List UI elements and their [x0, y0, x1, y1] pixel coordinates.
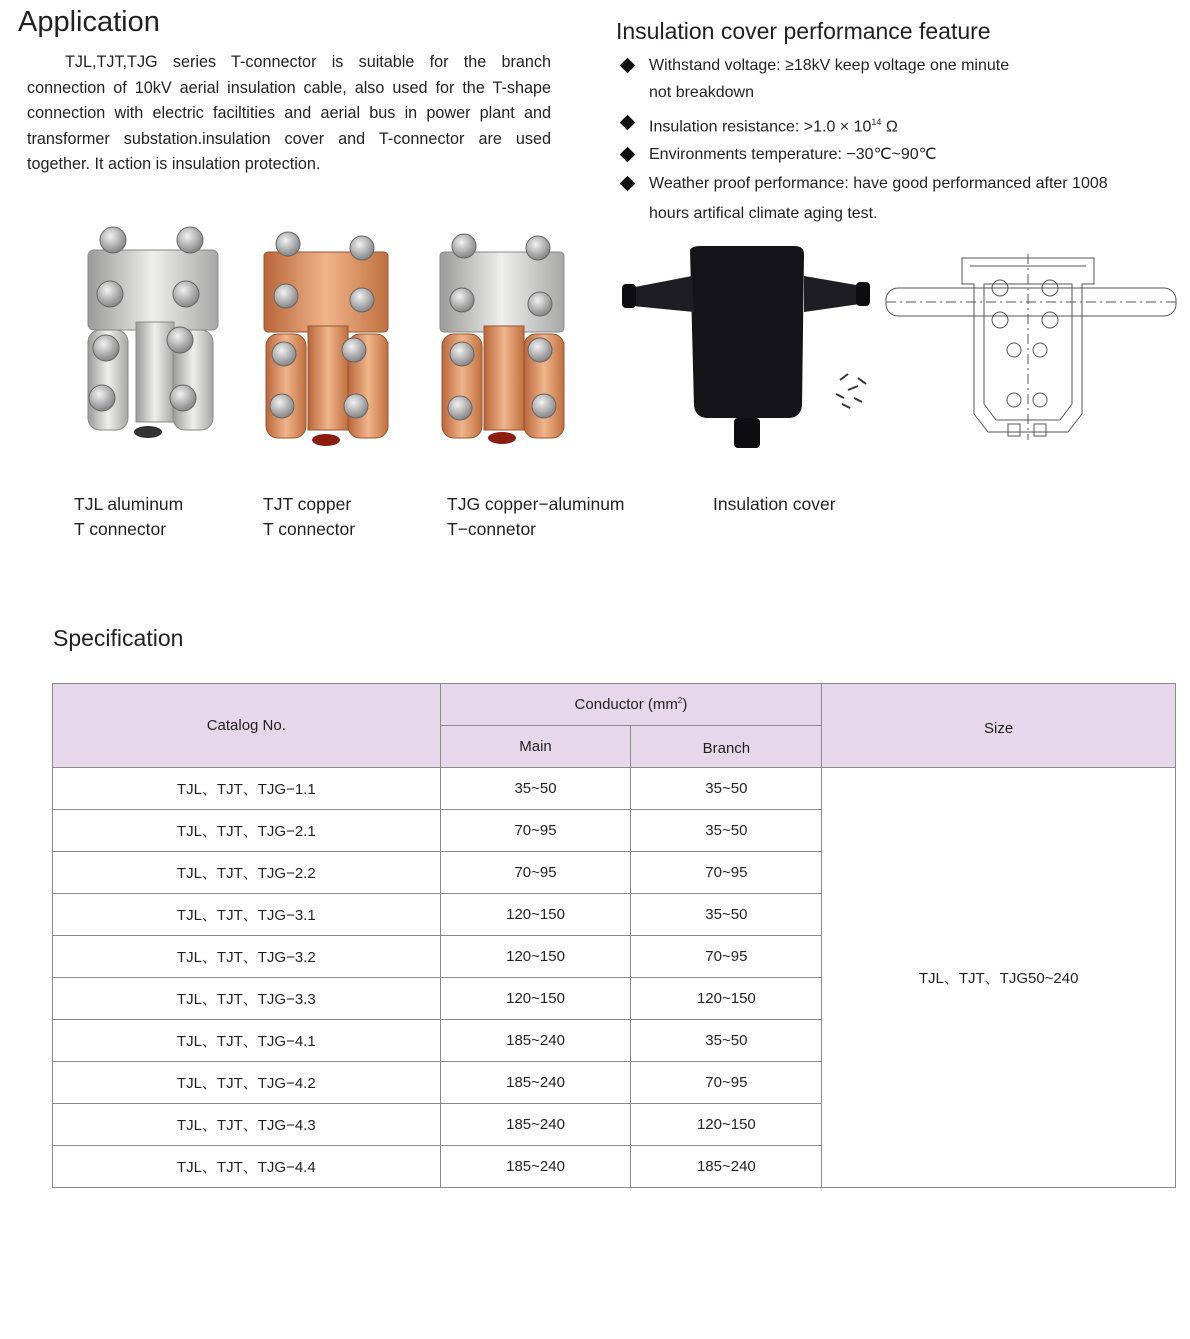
header-conductor — [440, 684, 822, 726]
specification-table — [52, 683, 1176, 1188]
feature-text: Withstand voltage: ≥18kV keep voltage one minute — [649, 57, 1010, 74]
main-cell: 120~150 — [440, 936, 631, 978]
application-paragraph — [27, 50, 551, 178]
branch-cell: 70~95 — [631, 1062, 822, 1104]
header-catalog: Catalog No. — [53, 684, 441, 768]
caption-tjt — [263, 492, 355, 542]
caption-line: TJG copper−aluminum — [447, 494, 625, 514]
catalog-cell: TJL、TJT、TJG−4.2 — [53, 1062, 441, 1104]
feature-insulation-resistance — [620, 108, 1180, 141]
application-title: Application — [18, 6, 160, 38]
branch-cell: 185~240 — [631, 1146, 822, 1188]
header-size: Size — [822, 684, 1176, 768]
branch-cell: 70~95 — [631, 852, 822, 894]
superscript: 2 — [677, 696, 683, 705]
caption-line: T−connetor — [447, 519, 537, 539]
table-row — [53, 768, 1176, 810]
main-cell: 70~95 — [440, 852, 631, 894]
branch-cell: 35~50 — [631, 1020, 822, 1062]
main-cell: 185~240 — [440, 1062, 631, 1104]
main-cell: 185~240 — [440, 1020, 631, 1062]
insulation-cover-image — [622, 246, 874, 456]
caption-line: TJT copper — [263, 494, 352, 514]
feature-temperature — [620, 141, 1180, 168]
feature-list — [620, 52, 1180, 229]
diamond-bullet-icon — [620, 58, 636, 74]
feature-text: hours artifical climate aging test. — [649, 205, 878, 223]
diamond-bullet-icon — [620, 147, 636, 163]
tjl-aluminum-connector-image — [78, 222, 228, 444]
main-cell: 35~50 — [440, 768, 631, 810]
branch-cell: 70~95 — [631, 936, 822, 978]
catalog-cell: TJL、TJT、TJG−4.1 — [53, 1020, 441, 1062]
header-branch: Branch — [631, 726, 822, 768]
branch-cell: 35~50 — [631, 768, 822, 810]
tjt-copper-connector-image — [258, 228, 398, 450]
caption-line: TJL aluminum — [74, 494, 184, 514]
branch-cell: 120~150 — [631, 978, 822, 1020]
catalog-cell: TJL、TJT、TJG−1.1 — [53, 768, 441, 810]
catalog-cell: TJL、TJT、TJG−3.1 — [53, 894, 441, 936]
main-cell: 185~240 — [440, 1146, 631, 1188]
header-text: ) — [682, 696, 688, 713]
header-text: Conductor (mm — [574, 696, 678, 713]
caption-tjl — [74, 492, 183, 542]
caption-line: T connector — [74, 519, 167, 539]
feature-text: Weather proof performance: have good performanced after 1008 — [649, 175, 1108, 193]
superscript: 14 — [871, 117, 882, 127]
diamond-bullet-icon — [620, 176, 636, 192]
catalog-cell: TJL、TJT、TJG−2.2 — [53, 852, 441, 894]
feature-withstand-voltage — [620, 52, 1180, 106]
specification-title: Specification — [53, 625, 184, 651]
application-text: TJL,TJT,TJG series T-connector is suitable for the branch connection of 10kV aerial insulation cable, also used for the T-shape connection with electric faciltities and aerial bus in power plant and transformer substation.insulation cover and T-connector are used together. It action is insulation protection. — [27, 53, 551, 173]
insulation-title: Insulation cover performance feature — [616, 18, 991, 44]
catalog-cell: TJL、TJT、TJG−3.3 — [53, 978, 441, 1020]
caption-tjg — [447, 492, 625, 542]
size-cell: TJL、TJT、TJG50~240 — [822, 768, 1176, 1188]
branch-cell: 35~50 — [631, 894, 822, 936]
main-cell: 185~240 — [440, 1104, 631, 1146]
catalog-cell: TJL、TJT、TJG−2.1 — [53, 810, 441, 852]
caption-line: T connector — [263, 519, 356, 539]
feature-text: Ω — [881, 118, 898, 136]
branch-cell: 120~150 — [631, 1104, 822, 1146]
tjg-copper-aluminum-connector-image — [436, 230, 576, 452]
feature-weather-proof — [620, 169, 1180, 229]
insulation-cover-drawing-image — [884, 254, 1178, 440]
feature-text: Insulation resistance: >1.0 × 10 — [649, 118, 872, 136]
main-cell: 120~150 — [440, 894, 631, 936]
caption-line: Insulation cover — [713, 494, 836, 514]
main-cell: 120~150 — [440, 978, 631, 1020]
header-main: Main — [440, 726, 631, 768]
feature-text: not breakdown — [649, 84, 754, 101]
catalog-cell: TJL、TJT、TJG−4.3 — [53, 1104, 441, 1146]
catalog-cell: TJL、TJT、TJG−4.4 — [53, 1146, 441, 1188]
feature-text: Environments temperature: −30℃~90℃ — [649, 146, 937, 164]
diamond-bullet-icon — [620, 115, 636, 131]
caption-insulation-cover — [713, 492, 836, 517]
branch-cell: 35~50 — [631, 810, 822, 852]
main-cell: 70~95 — [440, 810, 631, 852]
catalog-cell: TJL、TJT、TJG−3.2 — [53, 936, 441, 978]
